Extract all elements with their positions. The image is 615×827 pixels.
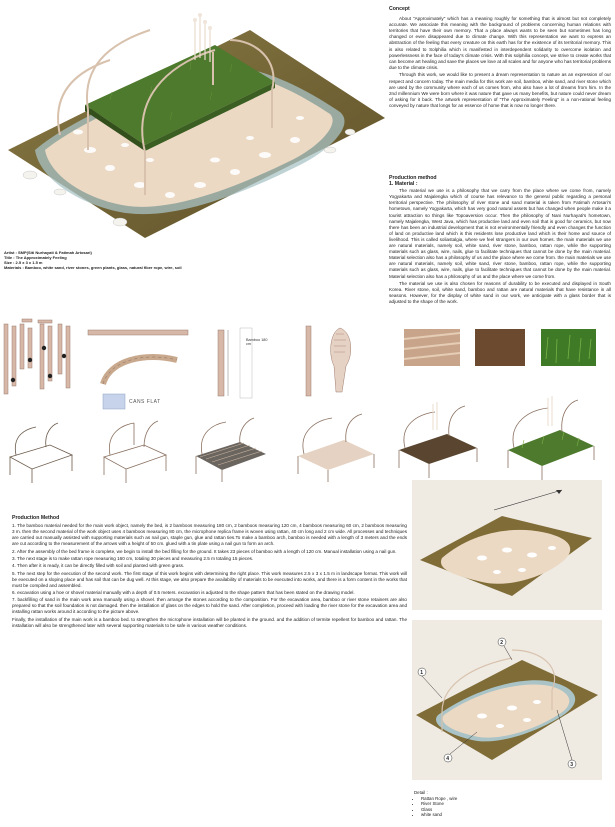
production-heading: Production method	[389, 175, 437, 181]
materials-line: Materials : Bamboo, white sand, river stones, green plants, glass, natural fiber rope, wire, soil	[4, 265, 182, 270]
bed-stage-grass	[502, 392, 600, 484]
title-line: Title : The Approximately Feeling	[4, 255, 67, 260]
detail-item: • Rattan Rope , wire	[421, 796, 564, 802]
excavation-render	[412, 480, 602, 610]
material-photo-sand	[404, 329, 460, 366]
material-photo-grass	[541, 329, 596, 366]
production-step: Finally, the installation of the main work is a bamboo bed. to strengthen the microphone installation will be planted in the ground. and the addition of termite repellent for bamboo and rattan. The installation will also be strengthened later with several supporting materials to be safe in various weather conditions.	[12, 616, 407, 628]
bed-stage-arches	[100, 415, 170, 485]
production-step: 1. The bamboo material needed for the main work object, namely the bed, is 2 bamboos measuring 180 cm, 2 bamboos measuring 120 cm, 4 bamboos measuring 60 cm, 2 bamboos measuring 3 m. then the second material of the work object uses 4 bamboos measuring 80 cm, the microphone replica frame is woven using rattan, 40 cm long and 2 cm wide. All processes and techniques are carried out manually assisted with supporting materials such as nail gun, staple gun, glue and rattan ties.To make a bamboo arch, bamboo is needed with a length of 3 meters and the ends are cut according to the measurement of the arrows with a height of 50 cm. glued with a tin plate using a nail gun to form an arch.	[12, 523, 407, 547]
material-photo-soil	[475, 329, 525, 366]
detail-diagram-render	[412, 620, 602, 780]
bamboo-length-sketch	[212, 326, 272, 401]
production-step: 6. excavation using a hoe or shovel material manually with a depth of 0.5 meters. excavation is adjusted to the shape pattern that has been stated on the drawing model.	[12, 589, 355, 595]
microphone-replica-sketch	[292, 322, 362, 402]
production-step: 2. After the assembly of the bed frame is complete, we begin to install the bed filling for the ground. It takes 23 pieces of bamboo with a length of 120 cm. Manual installation using a nail gun.	[12, 548, 397, 554]
material-paragraph: The material we use is also chosen for reasons of durability to be executed and displayed in South Korea. River stone, soil, white sand, bamboo and rattan are natural materials that have resistance in all seasons. However, for the display of white sand in our work, we anticipate with a glass border that is adjusted to the shape of the work.	[389, 281, 611, 305]
production-method-steps	[12, 515, 407, 630]
concept-paragraph: Through this work, we would like to present a dream representation to nature as an expression of our respect and concern today. The main media for this work are soil, bamboo, white sand, and river stone which are used by the community where each of us comes from, who also have a lot of dreams from him. In the 2nd millennium We were born where it was nature that gave us many benefits, but nature could never dream of asking for it back. The artwork representation of "The Approximately Feeling" is a non-rational feeling conveyed by nature that longs for an essence of home that is now no longer there.	[389, 72, 611, 108]
bed-stage-slats	[190, 412, 272, 484]
concept-paragraph: About "Approximately" which has a meaning roughly for something that is almost but not completely accurate. We associate this meaning with the background of problems concerning human relations with territories that have their own memory. That a place always wants to be seen but sometimes has long changed or even disappeared due to climate change. With this representation we want to express an abstraction of the feeling that every creature on this earth has for the existence of its territorial memory. This is also related to Solphilia which is manifested in interdependent solidarity to overcome isolation and powerlessness in the face of today's climate crisis. With this solphilia concept, we strive to create works that can become art healing and save the places we love at all scales and for anyone who has territorial problems due to the climate crisis.	[389, 16, 611, 70]
diagram-label: 2	[500, 640, 504, 646]
detail-heading: Detail :	[414, 790, 428, 795]
material-paragraph: The material we use is a philosophy that we carry from the place where we come from, namely Yogyakarta and Majalengka which of course has relevance to the general public regarding a personal territorial perspective. The philosophy of river stone and sand material is taken from Fatimah Artosari's hometown, namely Yogyakarta, which has very good natural assets but has changed when people make it a tourist attraction so things like Topoaversion occur. Then the philosophy of Nani Nurhayati's hometown, namely Majalengka, West Java, which has productive land and even soil that is good for ceramics, but now there has been an industrial development that is not environmentally friendly and even changes the function of land on productive land which is this residents lose productive land which is their home and source of livelihood. This is called soliastalgia, where we feel strangers in our own homes. the main materials we use are natural materials, namely soil, white sand, river stone, bamboo, rattan rope, while the supporting materials such as glass, wire, nails, glue to facilitate techniques that cannot be done by the main material. Material selection also has a philosophy of us and the place where we come from. the main materials we use are natural materials, namely soil, white sand, river stone, bamboo, rattan rope, while the supporting materials such as glass, wire, nails, glue to facilitate techniques that cannot be done by the main material. Material selection also has a philosophy of us and the place where we come from.	[389, 188, 611, 279]
production-material-section	[389, 175, 611, 307]
concept-heading: Concept	[389, 6, 410, 12]
material-subheading: 1. Material :	[389, 181, 418, 188]
diagram-label: 3	[570, 762, 574, 768]
detail-item: • white sand	[421, 812, 564, 818]
production-method-heading: Production Method	[12, 515, 60, 521]
concept-section	[389, 6, 611, 111]
production-step: 5. The next step for the execution of the second work. The first stage of this work begins with determining the right place. This work measures 2.5 x 3 x 1.5 m in landscape format. This work will be executed on a sloping place and has soil that can be dug well. At this stage, we also prepare the availability of materials to be executed into works, and there is a form content in the works that must be compiled and assembled.	[12, 570, 407, 588]
production-step: 3. The next stage is to make rattan rope measuring 160 cm, totaling 30 pieces and measuring 2.5 m totaling 15 pieces.	[12, 555, 254, 561]
bed-stage-rattan	[292, 410, 380, 484]
cans-flat-label: CANS FLAT	[129, 399, 161, 405]
diagram-label: 4	[446, 756, 450, 762]
detail-item: • River Stone	[421, 801, 564, 807]
production-step: 7. backfilling of sand in the main work area manually using a shovel. then arrange the stones according to the composition. For the excavation area, bamboo or river stone retainers are also prepared so that the soil foundation is not damaged. then the installation of glass on the edges to hold the sand. After completion, proceed with loading the river stone for the excavation area and installing rattan works around it according to the picture above.	[12, 597, 407, 615]
diagram-label: 1	[420, 670, 424, 676]
artist-info	[4, 250, 234, 270]
bamboo-arch-sketch	[85, 322, 200, 412]
size-line: Size : 2.5 x 3 x 1.5 m	[4, 260, 43, 265]
production-step: 4. Then after it is ready, it can be directly filled with soil and planted with green grass.	[12, 563, 185, 569]
bed-stage-soil	[393, 400, 483, 482]
detail-item: • Glass	[421, 807, 564, 813]
bamboo-parts-sketch	[0, 318, 80, 398]
detail-section	[414, 790, 564, 818]
main-render	[0, 0, 390, 250]
artist-line: Artist : SMP(Siti Nurhayati & Fatimah Artosari)	[4, 250, 92, 255]
bamboo-note: Bamboo 180 cm	[246, 338, 268, 347]
bed-stage-frame	[6, 415, 76, 485]
